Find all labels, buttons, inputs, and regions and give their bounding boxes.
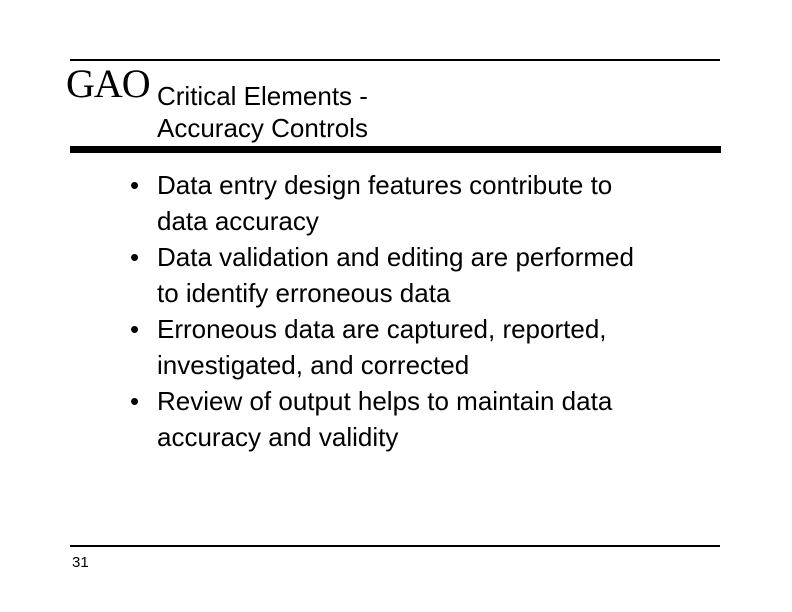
bullet-text-line: Erroneous data are captured, reported, [157, 314, 607, 344]
bullet-item [130, 311, 720, 383]
slide-title-line-2: Accuracy Controls [157, 113, 368, 143]
bullet-text-line: to identify erroneous data [157, 278, 451, 308]
page-number: 31 [72, 554, 89, 571]
bullet-text-line: Review of output helps to maintain data [157, 386, 613, 416]
bullet-item [130, 239, 720, 311]
bullet-text-line: Data validation and editing are performed [157, 242, 634, 272]
bullet-text-line: investigated, and corrected [157, 350, 470, 380]
bullet-item [130, 167, 720, 239]
bullet-icon: • [130, 314, 140, 344]
bullet-text-line: accuracy and validity [157, 422, 399, 452]
bullet-text-line: data accuracy [157, 206, 319, 236]
top-rule [70, 59, 720, 61]
slide-title-line-1: Critical Elements - [157, 81, 368, 111]
slide-title [157, 80, 368, 144]
bullet-text-line: Data entry design features contribute to [157, 170, 613, 200]
bullet-item [130, 383, 720, 455]
bullet-icon: • [130, 242, 140, 272]
bullet-icon: • [130, 170, 140, 200]
gao-logo: GAO [66, 61, 150, 106]
footer-rule [70, 545, 720, 547]
bullet-icon: • [130, 386, 140, 416]
bullet-list [130, 167, 720, 455]
title-underline-rule [70, 146, 721, 153]
